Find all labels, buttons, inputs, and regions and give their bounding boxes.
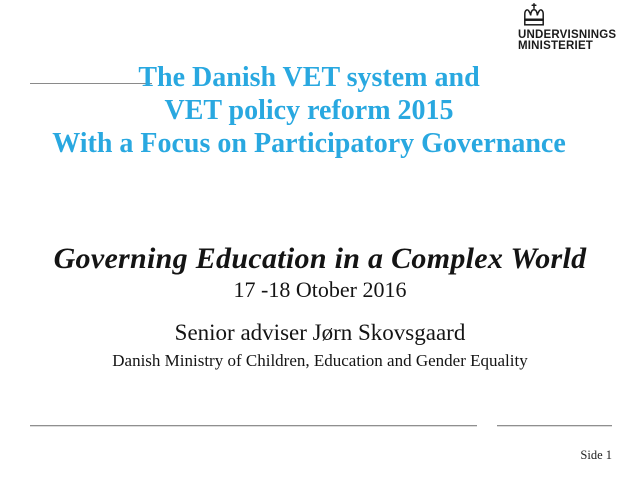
title-line-3: With a Focus on Participatory Governance bbox=[52, 128, 566, 159]
title-line-2: VET policy reform 2015 bbox=[164, 95, 454, 126]
author-block bbox=[0, 318, 640, 374]
subtitle-date: 17 -18 Otober 2016 bbox=[233, 277, 407, 302]
author-name: Senior adviser Jørn Skovsgaard bbox=[174, 320, 466, 345]
ministry-logo-text bbox=[518, 30, 628, 52]
footer-rule-short bbox=[497, 425, 612, 426]
author-organization: Danish Ministry of Children, Education and Gender Equality bbox=[112, 351, 528, 370]
ministry-logo-line1: UNDERVISNINGS bbox=[518, 29, 617, 41]
ministry-logo bbox=[518, 3, 628, 52]
page-number: Side 1 bbox=[580, 448, 612, 462]
title-line-1: The Danish VET system and bbox=[138, 62, 480, 93]
slide-title bbox=[0, 61, 618, 160]
subtitle-block bbox=[0, 242, 640, 305]
subtitle-heading: Governing Education in a Complex World bbox=[53, 242, 587, 275]
ministry-logo-line2: MINISTERIET bbox=[518, 40, 594, 52]
footer-rule-long bbox=[30, 425, 477, 426]
crown-icon bbox=[521, 3, 547, 27]
